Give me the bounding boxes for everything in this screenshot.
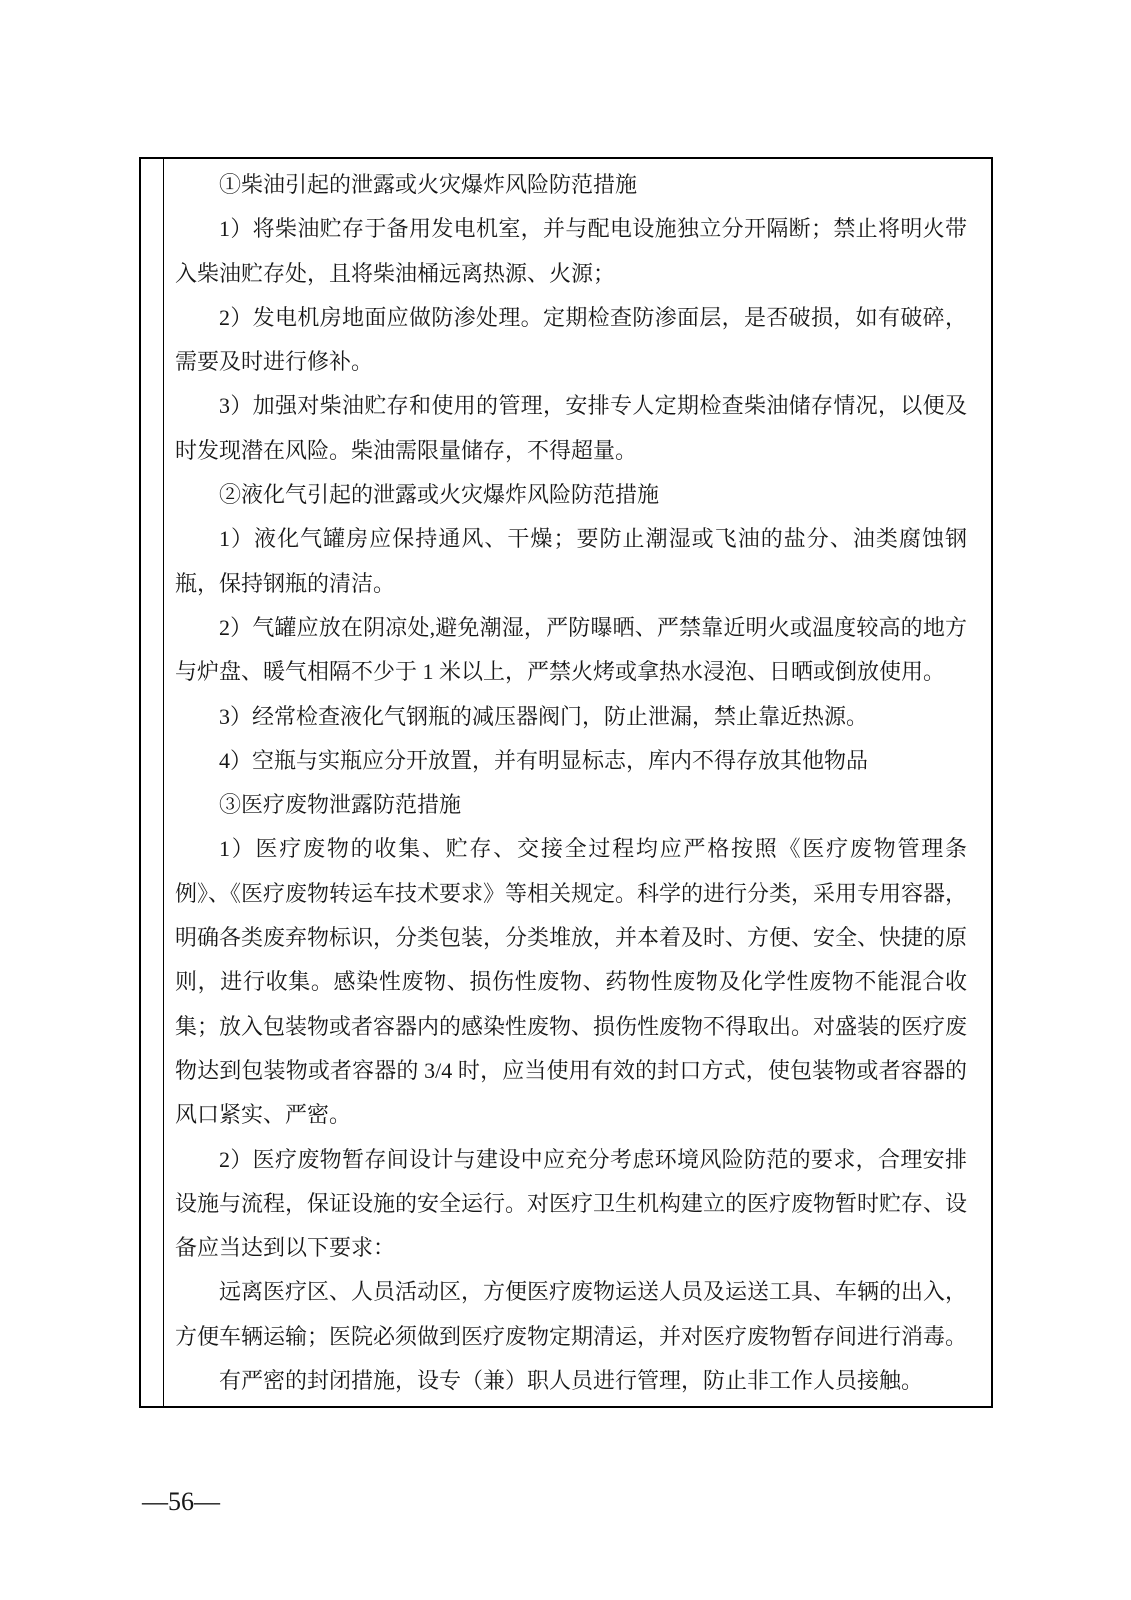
paragraph: 4）空瓶与实瓶应分开放置，并有明显标志，库内不得存放其他物品 (219, 747, 869, 773)
table-content-cell (164, 159, 991, 1406)
paragraph: 远离医疗区、人员活动区，方便医疗废物运送人员及运送工具、车辆的出入，方便车辆运输；医院必须做到医疗废物定期清运，并对医疗废物暂存间进行消毒。 (175, 1279, 968, 1349)
paragraph-lpg-heading: ②液化气引起的泄露或火灾爆炸风险防范措施 (219, 482, 660, 508)
paragraph: 1）液化气罐房应保持通风、干燥；要防止潮湿或飞油的盐分、油类腐蚀钢瓶，保持钢瓶的清洁。 (175, 526, 967, 596)
paragraph: 2）医疗废物暂存间设计与建设中应充分考虑环境风险防范的要求，合理安排设施与流程，保证设施的安全运行。对医疗卫生机构建立的医疗废物暂时贮存、设备应当达到以下要求： (175, 1146, 968, 1261)
table-gutter-cell (141, 159, 164, 1406)
paragraph: 3）加强对柴油贮存和使用的管理，安排专人定期检查柴油储存情况，以便及时发现潜在风险。柴油需限量储存，不得超量。 (175, 393, 967, 463)
paragraph: 3）经常检查液化气钢瓶的减压器阀门，防止泄漏，禁止靠近热源。 (219, 703, 869, 729)
paragraph-medical-waste-heading: ③医疗废物泄露防范措施 (219, 792, 462, 818)
paragraph: 有严密的封闭措施，设专（兼）职人员进行管理，防止非工作人员接触。 (219, 1368, 924, 1394)
paragraph: 1）医疗废物的收集、贮存、交接全过程均应严格按照《医疗废物管理条例》、《医疗废物转运车技术要求》等相关规定。科学的进行分类，采用专用容器，明确各类废弃物标识，分类包装，分类堆放，并本着及时、方便、安全、快捷的原则，进行收集。感染性废物、损伤性废物、药物性废物及化学性废物不能混合收集；放入包装物或者容器内的感染性废物、损伤性废物不得取出。对盛装的医疗废物达到包装物或者容器的 3/4 时，应当使用有效的封口方式，使包装物或者容器的风口紧实、严密。 (175, 836, 968, 1128)
paragraph: 1）将柴油贮存于备用发电机室，并与配电设施独立分开隔断；禁止将明火带入柴油贮存处，且将柴油桶远离热源、火源； (175, 216, 967, 286)
content-table (139, 157, 993, 1408)
paragraph: 2）发电机房地面应做防渗处理。定期检查防渗面层，是否破损，如有破碎，需要及时进行修补。 (175, 304, 967, 375)
paragraph-diesel-heading: ①柴油引起的泄露或火灾爆炸风险防范措施 (219, 172, 638, 197)
page-number: —56— (142, 1487, 220, 1516)
paragraph: 2）气罐应放在阴凉处,避免潮湿，严防曝晒、严禁靠近明火或温度较高的地方与炉盘、暖气相隔不少于 1 米以上，严禁火烤或拿热水浸泡、日晒或倒放使用。 (175, 614, 967, 685)
